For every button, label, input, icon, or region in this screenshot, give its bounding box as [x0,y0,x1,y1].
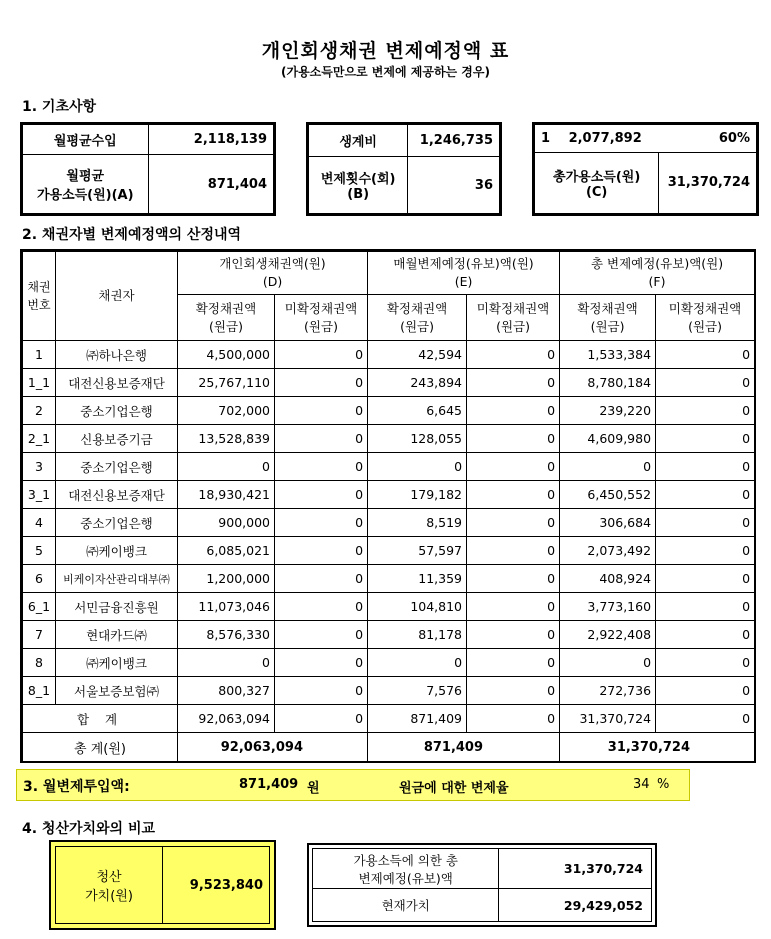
row-e2: 0 [467,537,560,565]
living-cost-value: 1,246,735 [408,125,500,157]
liquidation-label-line1: 청산 [96,870,122,885]
row-d1: 11,073,046 [178,593,275,621]
repay-ratio-unit: % [657,777,670,792]
header-claim-line1: 개인회생채권액(원) [219,256,326,271]
row-d1: 13,528,839 [178,425,275,453]
liquidation-box [49,840,276,930]
sum-f2: 0 [656,705,755,733]
row-f1: 2,073,492 [560,537,656,565]
table-row [23,341,755,369]
table-row [23,425,755,453]
header-total-line2: (F) [648,274,666,289]
section3-heading: 3. 월변제투입액: [23,779,130,795]
row-d2: 0 [275,481,368,509]
row-d1: 4,500,000 [178,341,275,369]
disposable-label-line1: 월평균 [66,169,105,185]
header-confirmed-line2: (원금) [400,318,434,334]
row-e2: 0 [467,509,560,537]
row-d1: 25,767,110 [178,369,275,397]
row-e1: 7,576 [368,677,467,705]
page-subtitle: (가용소득만으로 변제에 제공하는 경우) [281,65,490,79]
row-no: 1_1 [23,369,56,397]
row-e2: 0 [467,649,560,677]
row-e2: 0 [467,565,560,593]
row-e1: 128,055 [368,425,467,453]
row-f1: 306,684 [560,509,656,537]
grand-label: 총 계(원) [23,733,178,763]
header-claim [178,252,368,295]
row-d1: 0 [178,649,275,677]
repay-ratio-label: 원금에 대한 변제율 [399,781,509,796]
total-disposable-value: 31,370,724 [659,152,757,213]
total-by-income-value: 31,370,724 [499,849,652,889]
row-creditor: 현대카드㈜ [56,621,178,649]
ratio-amount: 2,077,892 [568,130,642,146]
header-e-unconfirmed [467,295,560,341]
living-cost-label: 생계비 [309,125,408,157]
row-no: 5 [23,537,56,565]
row-no: 3_1 [23,481,56,509]
row-e2: 0 [467,677,560,705]
sum-e2: 0 [467,705,560,733]
living-box [306,122,502,216]
row-f2: 0 [656,593,755,621]
table-row [23,369,755,397]
row-f2: 0 [656,481,755,509]
row-f2: 0 [656,565,755,593]
repay-count-label-line2: (B) [347,187,370,203]
header-no-line1: 채권 [27,280,51,294]
repay-count-label-line1: 변제횟수(회) [320,172,396,188]
row-e1: 81,178 [368,621,467,649]
row-e1: 243,894 [368,369,467,397]
row-creditor: ㈜케이뱅크 [56,537,178,565]
row-creditor: 중소기업은행 [56,453,178,481]
row-creditor: ㈜하나은행 [56,341,178,369]
table-row [23,397,755,425]
liquidation-label-line2: 가치(원) [85,889,133,904]
row-f1: 0 [560,453,656,481]
row-no: 3 [23,453,56,481]
row-f2: 0 [656,621,755,649]
header-claim-line2: (D) [262,274,283,289]
comparison-box [307,843,657,927]
row-d2: 0 [275,453,368,481]
header-total-line1: 총 변제예정(유보)액(원) [590,256,724,271]
row-f2: 0 [656,397,755,425]
row-creditor: 중소기업은행 [56,397,178,425]
section4-heading: 4. 청산가치와의 비교 [22,821,155,837]
row-e1: 6,645 [368,397,467,425]
total-box [532,122,759,216]
header-confirmed-line2: (원금) [590,318,625,334]
row-d2: 0 [275,369,368,397]
row-d1: 702,000 [178,397,275,425]
header-no [23,252,56,341]
table-row [23,621,755,649]
row-f1: 2,922,408 [560,621,656,649]
header-monthly [368,252,560,295]
header-confirmed-line1: 확정채권액 [386,300,448,316]
repay-count-label [309,157,408,214]
header-unconfirmed-line2: (원금) [688,318,722,334]
row-f1: 1,533,384 [560,341,656,369]
table-row [23,481,755,509]
monthly-income-value: 2,118,139 [148,125,274,155]
row-no: 7 [23,621,56,649]
row-e2: 0 [467,425,560,453]
total-disposable-label-line2: (C) [585,184,608,200]
row-e2: 0 [467,593,560,621]
disposable-label-line2: 가용소득(원)(A) [36,188,134,204]
row-creditor: 중소기업은행 [56,509,178,537]
row-f1: 239,220 [560,397,656,425]
row-d2: 0 [275,341,368,369]
row-f2: 0 [656,341,755,369]
row-creditor: 서울보증보험㈜ [56,677,178,705]
header-confirmed-line1: 확정채권액 [195,300,257,316]
header-unconfirmed-line2: (원금) [304,318,338,334]
table-row [23,453,755,481]
row-e1: 42,594 [368,341,467,369]
row-f2: 0 [656,453,755,481]
monthly-payment-bar [16,769,690,801]
header-f-confirmed [560,295,656,341]
row-d2: 0 [275,537,368,565]
row-d2: 0 [275,425,368,453]
present-value: 29,429,052 [499,889,652,922]
monthly-payment-unit: 원 [307,781,320,796]
grand-f: 31,370,724 [560,733,755,763]
row-d2: 0 [275,565,368,593]
header-e-confirmed [368,295,467,341]
sum-d2: 0 [275,705,368,733]
header-creditor: 채권자 [56,252,178,341]
row-f1: 0 [560,649,656,677]
row-e1: 57,597 [368,537,467,565]
row-e1: 0 [368,649,467,677]
header-unconfirmed-line1: 미확정채권액 [668,300,742,316]
row-creditor: 서민금융진흥원 [56,593,178,621]
row-e1: 0 [368,453,467,481]
row-no: 2_1 [23,425,56,453]
row-e1: 104,810 [368,593,467,621]
row-no: 2 [23,397,56,425]
header-d-unconfirmed [275,295,368,341]
row-e2: 0 [467,369,560,397]
row-d1: 800,327 [178,677,275,705]
sum-e1: 871,409 [368,705,467,733]
header-total [560,252,755,295]
total-by-income-label-line1: 가용소득에 의한 총 [353,852,458,868]
repay-count-value: 36 [408,157,500,214]
grand-e: 871,409 [368,733,560,763]
header-monthly-line2: (E) [454,274,473,289]
row-f1: 408,924 [560,565,656,593]
liquidation-value: 9,523,840 [163,847,270,924]
row-no: 8_1 [23,677,56,705]
row-e1: 179,182 [368,481,467,509]
present-value-label: 현재가치 [313,889,499,922]
table-row [23,509,755,537]
total-by-income-label [313,849,499,889]
total-by-income-label-line2: 변제예정(유보)액 [358,870,453,886]
row-d1: 900,000 [178,509,275,537]
grand-d: 92,063,094 [178,733,368,763]
row-d1: 1,200,000 [178,565,275,593]
header-confirmed-line2: (원금) [209,318,243,334]
total-disposable-label-line1: 총가용소득(원) [553,169,641,185]
row-no: 6 [23,565,56,593]
row-d2: 0 [275,649,368,677]
page-title: 개인회생채권 변제예정액 표 [261,40,510,62]
row-f2: 0 [656,649,755,677]
row-f1: 8,780,184 [560,369,656,397]
monthly-income-label: 월평균수입 [23,125,149,155]
row-f2: 0 [656,537,755,565]
row-creditor: 신용보증기금 [56,425,178,453]
header-f-unconfirmed [656,295,755,341]
header-unconfirmed-line1: 미확정채권액 [284,300,358,316]
ratio-percent: 60% [659,125,757,153]
row-f2: 0 [656,677,755,705]
row-f1: 4,609,980 [560,425,656,453]
row-no: 4 [23,509,56,537]
section1-heading: 1. 기초사항 [22,99,97,115]
table-row [23,565,755,593]
header-unconfirmed-line1: 미확정채권액 [476,300,550,316]
row-e1: 11,359 [368,565,467,593]
row-no: 6_1 [23,593,56,621]
row-e2: 0 [467,397,560,425]
row-d2: 0 [275,621,368,649]
header-monthly-line1: 매월변제예정(유보)액(원) [393,256,534,271]
row-f2: 0 [656,425,755,453]
row-f1: 272,736 [560,677,656,705]
row-d2: 0 [275,677,368,705]
table-row [23,677,755,705]
row-f1: 6,450,552 [560,481,656,509]
row-e1: 8,519 [368,509,467,537]
sum-f1: 31,370,724 [560,705,656,733]
row-e2: 0 [467,341,560,369]
total-disposable-label [535,152,659,213]
creditor-table [20,249,756,763]
disposable-label [23,155,149,214]
row-creditor: 비케이자산관리대부㈜ [56,565,178,593]
row-d1: 8,576,330 [178,621,275,649]
disposable-value: 871,404 [148,155,274,214]
row-e2: 0 [467,453,560,481]
row-d1: 6,085,021 [178,537,275,565]
repay-ratio-value: 34 [633,777,650,792]
header-d-confirmed [178,295,275,341]
row-creditor: 대전신용보증재단 [56,369,178,397]
row-d2: 0 [275,509,368,537]
row-creditor: 대전신용보증재단 [56,481,178,509]
row-f2: 0 [656,509,755,537]
table-row [23,593,755,621]
table-row [23,649,755,677]
row-no: 8 [23,649,56,677]
row-d1: 0 [178,453,275,481]
row-d1: 18,930,421 [178,481,275,509]
ratio-index: 1 [541,130,551,146]
monthly-payment-amount: 871,409 [239,777,299,792]
row-creditor: ㈜케이뱅크 [56,649,178,677]
header-no-line2: 번호 [27,298,51,312]
liquidation-label [56,847,163,924]
table-row [23,537,755,565]
row-d2: 0 [275,593,368,621]
row-no: 1 [23,341,56,369]
sum-label: 합 계 [23,705,178,733]
header-confirmed-line1: 확정채권액 [577,300,638,316]
row-f1: 3,773,160 [560,593,656,621]
sum-d1: 92,063,094 [178,705,275,733]
income-box [20,122,276,216]
section2-heading: 2. 채권자별 변제예정액의 산정내역 [22,227,242,243]
row-e2: 0 [467,481,560,509]
row-f2: 0 [656,369,755,397]
row-e2: 0 [467,621,560,649]
row-d2: 0 [275,397,368,425]
header-unconfirmed-line2: (원금) [496,318,530,334]
